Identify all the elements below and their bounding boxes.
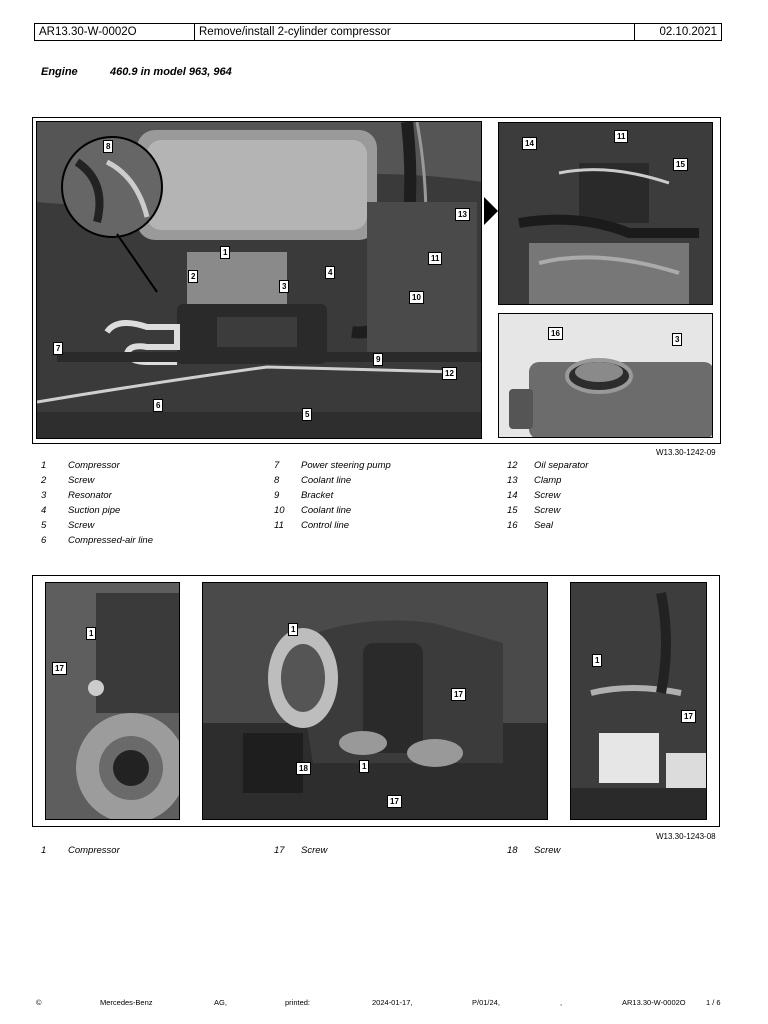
detail-photo-top-illustration	[499, 123, 713, 305]
callout-11: 11	[428, 252, 442, 265]
legend-num: 11	[274, 520, 284, 531]
callout-6: 6	[153, 399, 163, 412]
doc-id: AR13.30-W-0002O	[35, 24, 195, 40]
legend-label: Bracket	[301, 490, 334, 501]
legend-num: 4	[41, 505, 47, 516]
callout-2: 2	[188, 270, 198, 283]
legend-label: Screw	[534, 505, 561, 516]
callout-9: 9	[373, 353, 383, 366]
legend-num: 10	[274, 505, 285, 516]
legend-label: Screw	[534, 490, 561, 501]
figure-1-bottom-right-photo	[498, 313, 713, 438]
legend-num: 18	[507, 845, 518, 856]
legend-label: Screw	[68, 520, 95, 531]
legend-label: Screw	[534, 845, 561, 856]
callout-13: 13	[455, 208, 470, 221]
callout-15: 15	[673, 158, 688, 171]
legend-label: Compressor	[68, 845, 120, 856]
callout-7: 7	[53, 342, 63, 355]
callout-8: 8	[103, 140, 113, 153]
footer-page: 1 / 6	[706, 998, 721, 1007]
doc-date: 02.10.2021	[659, 26, 717, 38]
bracket-photo-illustration	[571, 583, 707, 820]
footer-ag: AG,	[214, 998, 227, 1007]
callout-1: 1	[220, 246, 230, 259]
callout-3: 3	[279, 280, 289, 293]
legend-label: Seal	[534, 520, 554, 531]
legend-label: Screw	[68, 475, 95, 486]
footer-comma: ,	[560, 998, 563, 1007]
flange-photo-illustration	[46, 583, 180, 820]
document-header	[34, 23, 722, 41]
legend-label: Compressed-air line	[68, 535, 154, 546]
callout-5: 5	[302, 408, 312, 421]
callout-17-center-bottom: 17	[387, 795, 402, 808]
figure-2-code: W13.30-1243-08	[656, 832, 716, 841]
callout-1-right: 1	[592, 654, 602, 667]
engine-value: 460.9 in model 963, 964	[110, 66, 232, 78]
engine-label: Engine	[41, 66, 78, 78]
legend-num: 12	[507, 460, 518, 471]
callout-17-right: 17	[681, 710, 696, 723]
callout-17-center-top: 17	[451, 688, 466, 701]
callout-10: 10	[409, 291, 424, 304]
callout-18: 18	[296, 762, 311, 775]
footer-copyright: ©	[36, 998, 42, 1007]
callout-17-left: 17	[52, 662, 67, 675]
legend-label: Clamp	[534, 475, 562, 486]
legend-num: 5	[41, 520, 47, 531]
legend-label: Screw	[301, 845, 328, 856]
legend-num: 3	[41, 490, 47, 501]
legend-label: Compressor	[68, 460, 120, 471]
callout-16: 16	[548, 327, 563, 340]
legend-label: Control line	[301, 520, 350, 531]
legend-num: 17	[274, 845, 285, 856]
legend-num: 1	[41, 460, 47, 471]
engine-photo-illustration	[37, 122, 482, 439]
arrow-right-icon	[484, 197, 498, 225]
footer-company: Mercedes-Benz	[100, 998, 153, 1007]
legend-num: 15	[507, 505, 518, 516]
callout-14: 14	[522, 137, 537, 150]
legend-num: 1	[41, 845, 47, 856]
callout-1-left: 1	[86, 627, 96, 640]
compressor-photo-illustration	[203, 583, 548, 820]
figure-2-center-photo	[202, 582, 548, 820]
doc-title: Remove/install 2-cylinder compressor	[195, 24, 635, 40]
legend-label: Coolant line	[301, 505, 352, 516]
callout-1-center-top: 1	[288, 623, 298, 636]
legend-num: 2	[41, 475, 47, 486]
legend-num: 6	[41, 535, 47, 546]
legend-num: 14	[507, 490, 518, 501]
footer-doc-id: AR13.30-W-0002O	[622, 998, 686, 1007]
legend-num: 7	[274, 460, 280, 471]
legend-num: 9	[274, 490, 280, 501]
callout-1-center-bottom: 1	[359, 760, 369, 773]
footer-printed-date: 2024-01-17,	[372, 998, 413, 1007]
callout-4: 4	[325, 266, 335, 279]
figure-1-code: W13.30-1242-09	[656, 448, 716, 457]
figure-2-right-photo	[570, 582, 707, 820]
legend-num: 8	[274, 475, 280, 486]
callout-3-detail: 3	[672, 333, 682, 346]
figure-2-legend	[0, 845, 768, 861]
legend-num: 13	[507, 475, 518, 486]
legend-label: Power steering pump	[301, 460, 391, 471]
legend-label: Oil separator	[534, 460, 589, 471]
legend-label: Coolant line	[301, 475, 352, 486]
footer-code: P/01/24,	[472, 998, 500, 1007]
legend-num: 16	[507, 520, 518, 531]
callout-11-detail: 11	[614, 130, 628, 143]
callout-12: 12	[442, 367, 457, 380]
legend-label: Suction pipe	[68, 505, 121, 516]
figure-1-main-photo	[36, 121, 482, 439]
figure-2-left-photo	[45, 582, 180, 820]
figure-1-legend	[0, 460, 768, 550]
legend-label: Resonator	[68, 490, 112, 501]
footer-printed-label: printed:	[285, 998, 311, 1007]
